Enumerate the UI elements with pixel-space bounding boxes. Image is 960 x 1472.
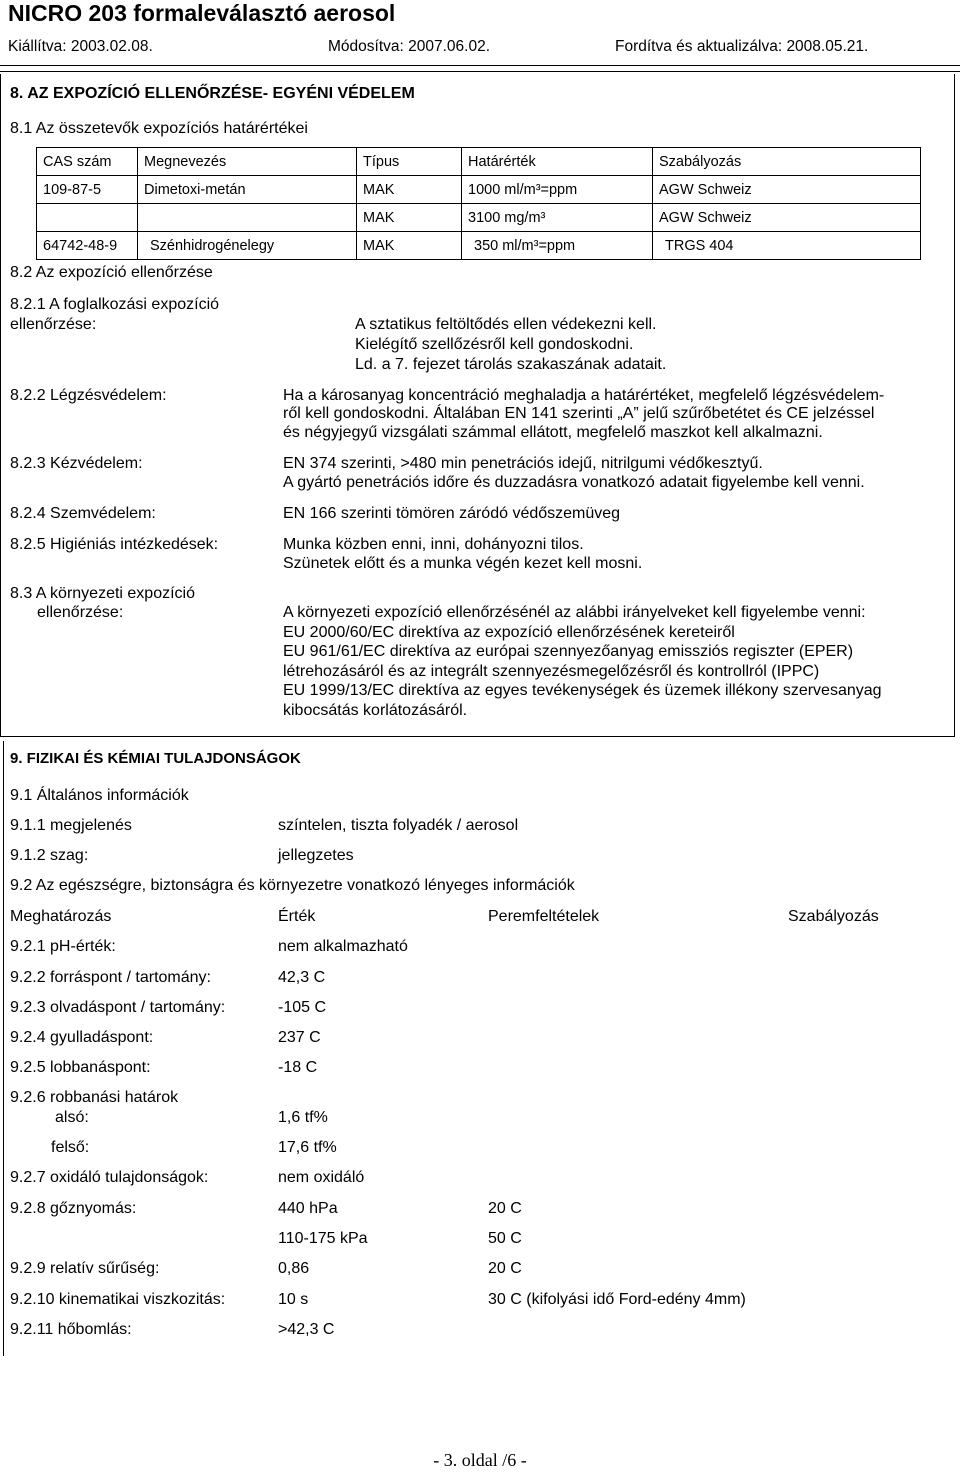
table-header-cell: Határérték [462,148,653,176]
section-8-2-4-text: EN 166 szerinti tömören záródó védőszemüveg [283,505,621,522]
table-cell: MAK [357,204,462,232]
section-8-2-3-text: A gyártó penetrációs időre és duzzadásra vonatkozó adatait figyelembe kell venni. [283,474,865,491]
appearance-value: színtelen, tiszta folyadék / aerosol [278,817,519,834]
table-header-cell: Típus [357,148,462,176]
section-8-2-3-label: 8.2.3 Kézvédelem: [10,455,143,472]
issued-date: Kiállítva: 2003.02.08. [8,38,153,55]
table-header-row [37,148,921,176]
property-value: 17,6 tf% [278,1139,337,1156]
property-condition: 50 C [488,1230,522,1247]
property-label: 9.2.1 pH-érték: [10,938,116,955]
property-label: 9.2.3 olvadáspont / tartomány: [10,999,226,1016]
table-cell: 1000 ml/m³=ppm [462,176,653,204]
property-sublabel: alsó: [55,1109,89,1126]
section-8-2-1-label: ellenőrzése: [10,316,97,333]
property-label: 9.2.6 robbanási határok [10,1089,179,1106]
section-8-3-text: EU 2000/60/EC direktíva az expozíció ellenőrzésének kereteiről [283,624,735,641]
odor-label: 9.1.2 szag: [10,847,89,864]
property-value: 10 s [278,1291,309,1308]
property-condition: 20 C [488,1200,522,1217]
property-label: 9.2.7 oxidáló tulajdonságok: [10,1169,209,1186]
table-header-cell: Megnevezés [138,148,357,176]
property-value: 237 C [278,1029,321,1046]
section-9-1-title: 9.1 Általános információk [10,787,189,804]
section-8-3-label: ellenőrzése: [37,604,124,621]
section-8-2-5-text: Munka közben enni, inni, dohányozni tilos. [283,536,584,553]
table-cell: 350 ml/m³=ppm [462,232,653,260]
section-8-1-title: 8.1 Az összetevők expozíciós határértékei [10,120,308,137]
section-8-3-text: EU 1999/13/EC direktíva az egyes tevékenységek és üzemek illékony szervesanyag [283,682,882,699]
property-label: 9.2.5 lobbanáspont: [10,1059,151,1076]
section-8-2-title: 8.2 Az expozíció ellenőrzése [10,264,213,281]
section-8-2-2-text: ről kell gondoskodni. Általában EN 141 szerinti „A” jelű szűrőbetétet és CE jelzéssel [283,405,875,422]
section-8-3-text: létrehozásáról és az integrált szennyezésmegelőzésről és kontrollról (IPPC) [283,663,820,680]
table-cell: 64742-48-9 [37,232,138,260]
property-sublabel: felső: [51,1139,90,1156]
property-value: 440 hPa [278,1200,338,1217]
translated-date: Fordítva és aktualizálva: 2008.05.21. [615,38,869,55]
property-value: 110-175 kPa [278,1230,368,1247]
section-8-2-5-label: 8.2.5 Higiéniás intézkedések: [10,536,219,553]
section-8-3-text: EU 961/61/EC direktíva az európai szennyezőanyag emissziós regiszter (EPER) [283,643,854,660]
table-row [37,232,921,260]
table-cell [37,204,138,232]
section-8-2-4-label: 8.2.4 Szemvédelem: [10,505,156,522]
table-cell: AGW Schweiz [653,176,921,204]
table-row [37,204,921,232]
section-8-2-5-text: Szünetek előtt és a munka végén kezet kell mosni. [283,555,643,572]
table-row [37,176,921,204]
property-value: 42,3 C [278,969,326,986]
property-value: -105 C [278,999,327,1016]
property-value: nem oxidáló [278,1169,365,1186]
section-8-2-2-label: 8.2.2 Légzésvédelem: [10,387,167,404]
odor-value: jellegzetes [278,847,354,864]
table-cell: 109-87-5 [37,176,138,204]
property-value: >42,3 C [278,1321,335,1338]
property-label: 9.2.8 gőznyomás: [10,1200,137,1217]
section-8-2-2-text: és négyjegyű vizsgálati számmal ellátott, megfelelő maszkot kell alkalmazni. [283,424,823,441]
table-cell: Szénhidrogénelegy [138,232,357,260]
property-label: 9.2.2 forráspont / tartomány: [10,969,211,986]
property-condition: 20 C [488,1260,522,1277]
page-number: - 3. oldal /6 - [433,1450,527,1470]
property-label: 9.2.11 hőbomlás: [10,1321,132,1338]
section-8-heading: 8. AZ EXPOZÍCIÓ ELLENŐRZÉSE- EGYÉNI VÉDELEM [10,85,415,102]
property-value: -18 C [278,1059,318,1076]
exposure-limits-table [36,147,921,260]
document-title: NICRO 203 formaleválasztó aerosol [8,0,396,26]
appearance-label: 9.1.1 megjelenés [10,817,132,834]
section-8-2-2-text: Ha a károsanyag koncentráció meghaladja a határértéket, megfelelő légzésvédelem- [283,387,885,404]
column-header: Szabályozás [788,908,879,925]
property-value: nem alkalmazható [278,938,408,955]
section-8-2-1-label: 8.2.1 A foglalkozási expozíció [10,296,220,313]
section-8-2-1-text: Ld. a 7. fejezet tárolás szakaszának adatait. [355,356,667,373]
table-cell: 3100 mg/m³ [462,204,653,232]
property-label: 9.2.4 gyulladáspont: [10,1029,154,1046]
table-cell: MAK [357,176,462,204]
table-cell: TRGS 404 [653,232,921,260]
header-rule-bottom [0,71,960,72]
table-header-cell: Szabályozás [653,148,921,176]
property-label: 9.2.10 kinematikai viszkozitás: [10,1291,226,1308]
column-header: Érték [278,908,316,925]
property-value: 0,86 [278,1260,310,1277]
modified-date: Módosítva: 2007.06.02. [328,38,491,55]
section-8-2-1-text: A sztatikus feltöltődés ellen védekezni kell. [355,316,657,333]
section-8-2-3-text: EN 374 szerinti, >480 min penetrációs idejű, nitrilgumi védőkesztyű. [283,455,763,472]
column-header: Peremfeltételek [488,908,600,925]
header-rule-top [0,65,960,66]
property-condition: 30 C (kifolyási idő Ford-edény 4mm) [488,1291,746,1308]
property-label: 9.2.9 relatív sűrűség: [10,1260,160,1277]
section-8-3-label: 8.3 A környezeti expozíció [10,585,195,602]
table-header-cell: CAS szám [37,148,138,176]
section-8-2-1-text: Kielégítő szellőzésről kell gondoskodni. [355,336,634,353]
section-8-3-text: A környezeti expozíció ellenőrzésénél az alábbi irányelveket kell figyelembe venni: [283,604,866,621]
table-cell: AGW Schweiz [653,204,921,232]
table-cell [138,204,357,232]
property-value: 1,6 tf% [278,1109,328,1126]
section-9-2-title: 9.2 Az egészségre, biztonságra és környezetre vonatkozó lényeges információk [10,877,575,894]
section-8-3-text: kibocsátás korlátozásáról. [283,702,468,719]
table-cell: Dimetoxi-metán [138,176,357,204]
column-header: Meghatározás [10,908,112,925]
section-9-heading: 9. FIZIKAI ÉS KÉMIAI TULAJDONSÁGOK [10,750,301,767]
table-cell: MAK [357,232,462,260]
